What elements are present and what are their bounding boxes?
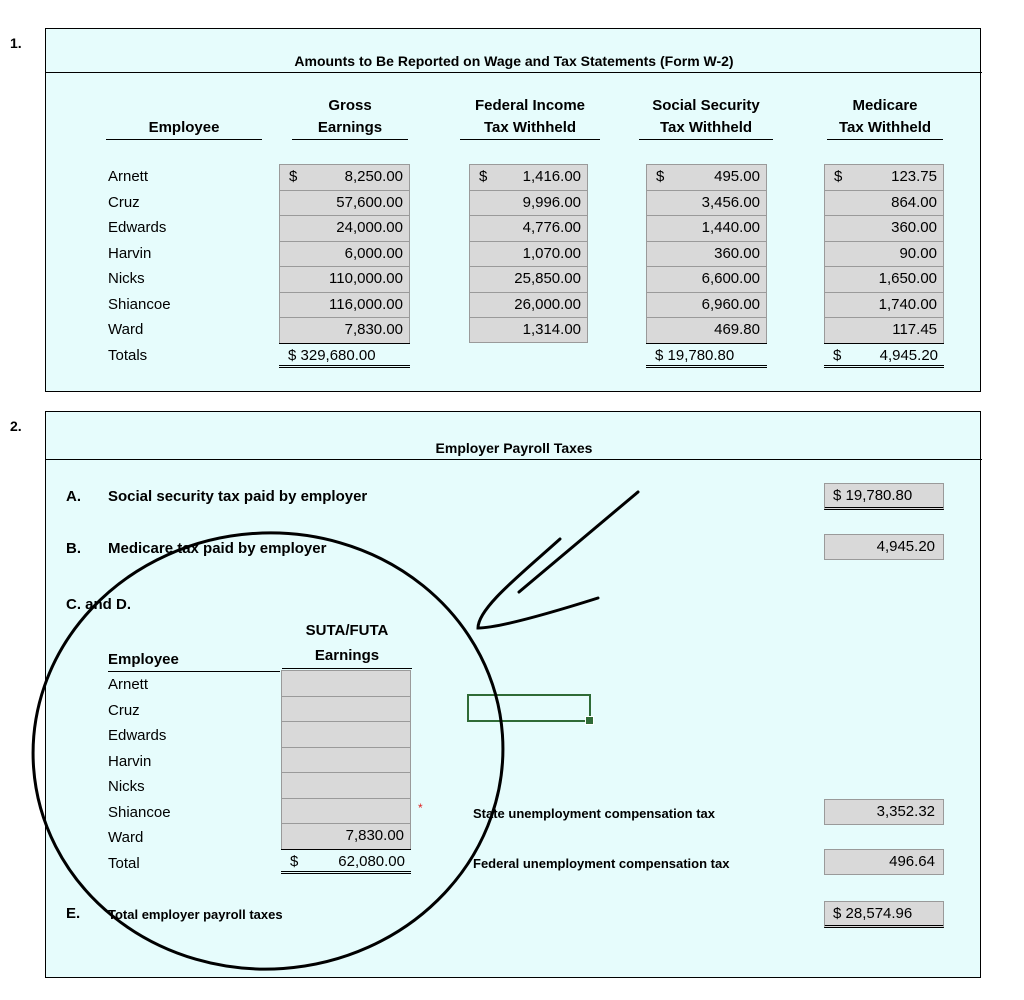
medicare-employer-tax-value[interactable]: 4,945.20 [824,534,944,560]
fill-handle[interactable] [585,716,594,725]
earnings-input-cell[interactable] [281,670,411,696]
header-suta-futa-earnings: SUTA/FUTA Earnings [282,618,412,669]
fed-cell[interactable]: 9,996.00 [469,190,588,216]
header-employee-2: Employee [108,649,280,672]
row-b-letter: B. [66,540,81,557]
earnings-input-cell[interactable] [281,747,411,773]
totals-label: Totals [108,346,148,364]
row-e-letter: E. [66,905,81,922]
employee-name: Arnett [108,168,149,185]
earnings-input-cell[interactable]: 7,830.00 [281,823,411,849]
med-total[interactable]: $ 4,945.20 [824,343,944,368]
gross-cell[interactable]: 57,600.00 [279,190,410,216]
gross-cell[interactable]: 24,000.00 [279,215,410,241]
earnings-total[interactable]: $ 62,080.00 [281,849,411,874]
header-employee: Employee [106,117,262,140]
employee-name: Cruz [108,701,140,719]
header-social-security-tax: Social Security Tax Withheld [639,95,773,140]
med-cell[interactable]: $ 123.75 [824,164,944,190]
row-cd-label: C. and D. [66,596,132,613]
ss-cell[interactable]: 6,960.00 [646,292,767,318]
fed-cell[interactable]: 1,314.00 [469,317,588,343]
fed-cell[interactable]: 1,070.00 [469,241,588,267]
row-b-label: Medicare tax paid by employer [108,540,327,557]
earnings-input-cell[interactable] [281,721,411,747]
required-asterisk: * [418,801,423,815]
employer-taxes-title: Employer Payroll Taxes [435,440,593,456]
fed-cell[interactable]: 4,776.00 [469,215,588,241]
employee-name: Cruz [108,193,140,211]
fed-cell[interactable]: 26,000.00 [469,292,588,318]
fed-cell[interactable]: 25,850.00 [469,266,588,292]
suta-label: State unemployment compensation tax [473,806,715,821]
suta-futa-earnings-column [281,670,411,874]
federal-tax-column [469,164,588,343]
gross-earnings-column [279,164,410,368]
social-security-column [646,164,767,368]
earnings-input-cell[interactable] [281,798,411,824]
med-cell[interactable]: 1,740.00 [824,292,944,318]
employee-list-2 [108,672,171,876]
med-cell[interactable]: 117.45 [824,317,944,343]
employee-name: Harvin [108,752,152,770]
employee-name: Edwards [108,219,167,236]
header-federal-income-tax: Federal Income Tax Withheld [460,95,600,140]
med-cell[interactable]: 864.00 [824,190,944,216]
employee-name: Nicks [108,778,145,795]
header-gross-earnings: Gross Earnings [292,95,408,140]
ss-cell[interactable]: 360.00 [646,241,767,267]
employee-name: Edwards [108,727,167,744]
selected-cell[interactable] [467,694,591,722]
employer-taxes-panel [45,411,981,978]
ss-cell[interactable]: $ 495.00 [646,164,767,190]
row-e-label: Total employer payroll taxes [108,907,283,922]
employee-name: Harvin [108,244,152,262]
employee-name: Shiancoe [108,295,171,313]
total-label: Total [108,854,140,872]
employee-name: Shiancoe [108,803,171,821]
gross-cell[interactable]: $ 8,250.00 [279,164,410,190]
earnings-input-cell[interactable] [281,696,411,722]
gross-cell[interactable]: 7,830.00 [279,317,410,343]
ss-cell[interactable]: 1,440.00 [646,215,767,241]
question-number-2: 2. [10,418,22,434]
employee-list [108,164,171,368]
question-number-1: 1. [10,35,22,51]
ss-employer-tax-value[interactable]: $ 19,780.80 [824,483,944,510]
title-divider [46,72,982,73]
gross-cell[interactable]: 110,000.00 [279,266,410,292]
employee-name: Ward [108,321,144,338]
row-a-label: Social security tax paid by employer [108,488,368,505]
row-a-letter: A. [66,488,81,505]
medicare-column [824,164,944,368]
earnings-input-cell[interactable] [281,772,411,798]
employee-name: Nicks [108,270,145,287]
ss-cell[interactable]: 3,456.00 [646,190,767,216]
total-employer-taxes-value[interactable]: $ 28,574.96 [824,901,944,928]
futa-label: Federal unemployment compensation tax [473,856,730,871]
header-medicare-tax: Medicare Tax Withheld [827,95,943,140]
ss-total[interactable]: $ 19,780.80 [646,343,767,368]
gross-cell[interactable]: 116,000.00 [279,292,410,318]
fed-cell[interactable]: $ 1,416.00 [469,164,588,190]
ss-cell[interactable]: 469.80 [646,317,767,343]
suta-value[interactable]: 3,352.32 [824,799,944,825]
title-divider [46,459,982,460]
employee-name: Ward [108,829,144,846]
futa-value[interactable]: 496.64 [824,849,944,875]
med-cell[interactable]: 1,650.00 [824,266,944,292]
gross-cell[interactable]: 6,000.00 [279,241,410,267]
w2-title: Amounts to Be Reported on Wage and Tax Statements (Form W-2) [294,53,734,69]
w2-panel [45,28,981,392]
ss-cell[interactable]: 6,600.00 [646,266,767,292]
med-cell[interactable]: 90.00 [824,241,944,267]
med-cell[interactable]: 360.00 [824,215,944,241]
employee-name: Arnett [108,676,149,693]
gross-total[interactable]: $ 329,680.00 [279,343,410,368]
